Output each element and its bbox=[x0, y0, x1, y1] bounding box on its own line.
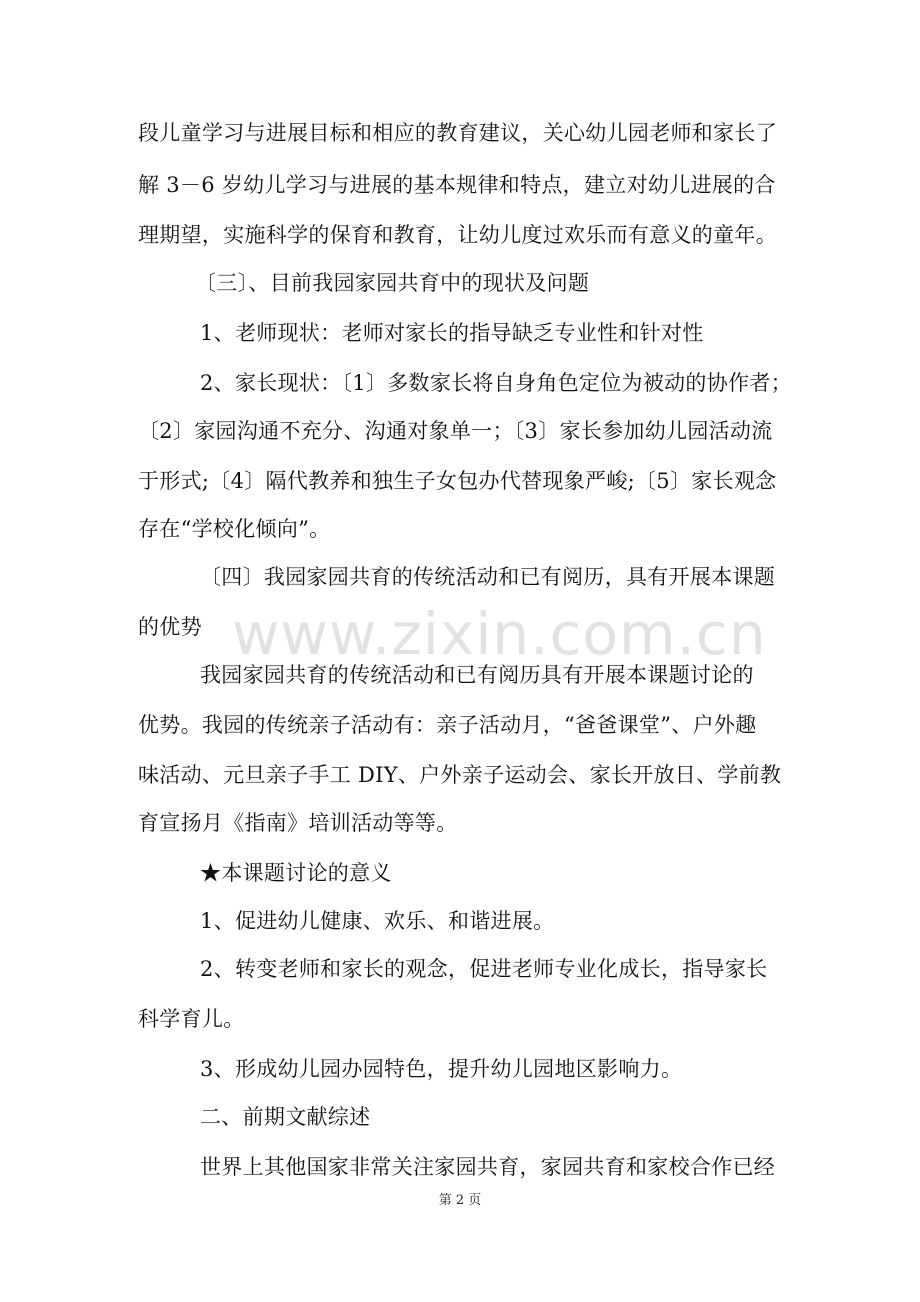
paragraph-line: 的优势 bbox=[138, 615, 202, 639]
paragraph-line: 世界上其他国家非常关注家园共育，家园共育和家校合作已经 bbox=[200, 1155, 776, 1179]
paragraph-line: 优势。我园的传统亲子活动有：亲子活动月，“爸爸课堂”、户外趣 bbox=[138, 713, 757, 737]
paragraph-line: 我园家园共育的传统活动和已有阅历具有开展本课题讨论的 bbox=[200, 663, 754, 687]
section-heading: 〔四〕我园家园共育的传统活动和已有阅历，具有开展本课题 bbox=[200, 565, 776, 589]
paragraph-line: 1、老师现状：老师对家长的指导缺乏专业性和针对性 bbox=[200, 321, 704, 345]
paragraph-line: 理期望，实施科学的保育和教育，让幼儿度过欢乐而有意义的童年。 bbox=[138, 223, 777, 247]
paragraph-line: 1、促进幼儿健康、欢乐、和谐进展。 bbox=[200, 909, 555, 933]
paragraph-line: 段儿童学习与进展目标和相应的教育建议，关心幼儿园老师和家长了 bbox=[138, 121, 777, 145]
paragraph-line: 味活动、元旦亲子手工 DIY、户外亲子运动会、家长开放日、学前教 bbox=[138, 763, 782, 787]
paragraph-line: 2、转变老师和家长的观念，促进老师专业化成长，指导家长 bbox=[200, 957, 768, 981]
section-heading: 〔三〕、目前我园家园共育中的现状及问题 bbox=[195, 271, 590, 295]
watermark-text: www.zixin.com.cn bbox=[232, 600, 767, 668]
section-heading: 二、前期文献综述 bbox=[200, 1105, 371, 1129]
paragraph-line: 2、家长现状：〔1〕多数家长将自身角色定位为被动的协作者； bbox=[200, 371, 792, 395]
page-number: 第 2 页 bbox=[438, 1193, 482, 1208]
paragraph-line: 育宣扬月《指南》培训活动等等。 bbox=[138, 811, 458, 835]
paragraph-line: 存在“学校化倾向”。 bbox=[138, 517, 331, 541]
paragraph-line: 〔2〕家园沟通不充分、沟通对象单一；〔3〕家长参加幼儿园活动流 bbox=[138, 419, 773, 443]
paragraph-line: 于形式;〔4〕隔代教养和独生子女包办代替现象严峻;〔5〕家长观念 bbox=[138, 469, 777, 493]
paragraph-line: 科学育儿。 bbox=[138, 1007, 245, 1031]
section-heading: ★本课题讨论的意义 bbox=[200, 861, 392, 885]
paragraph-line: 3、形成幼儿园办园特色，提升幼儿园地区影响力。 bbox=[200, 1057, 683, 1081]
paragraph-line: 解 3－6 岁幼儿学习与进展的基本规律和特点，建立对幼儿进展的合 bbox=[138, 173, 776, 197]
